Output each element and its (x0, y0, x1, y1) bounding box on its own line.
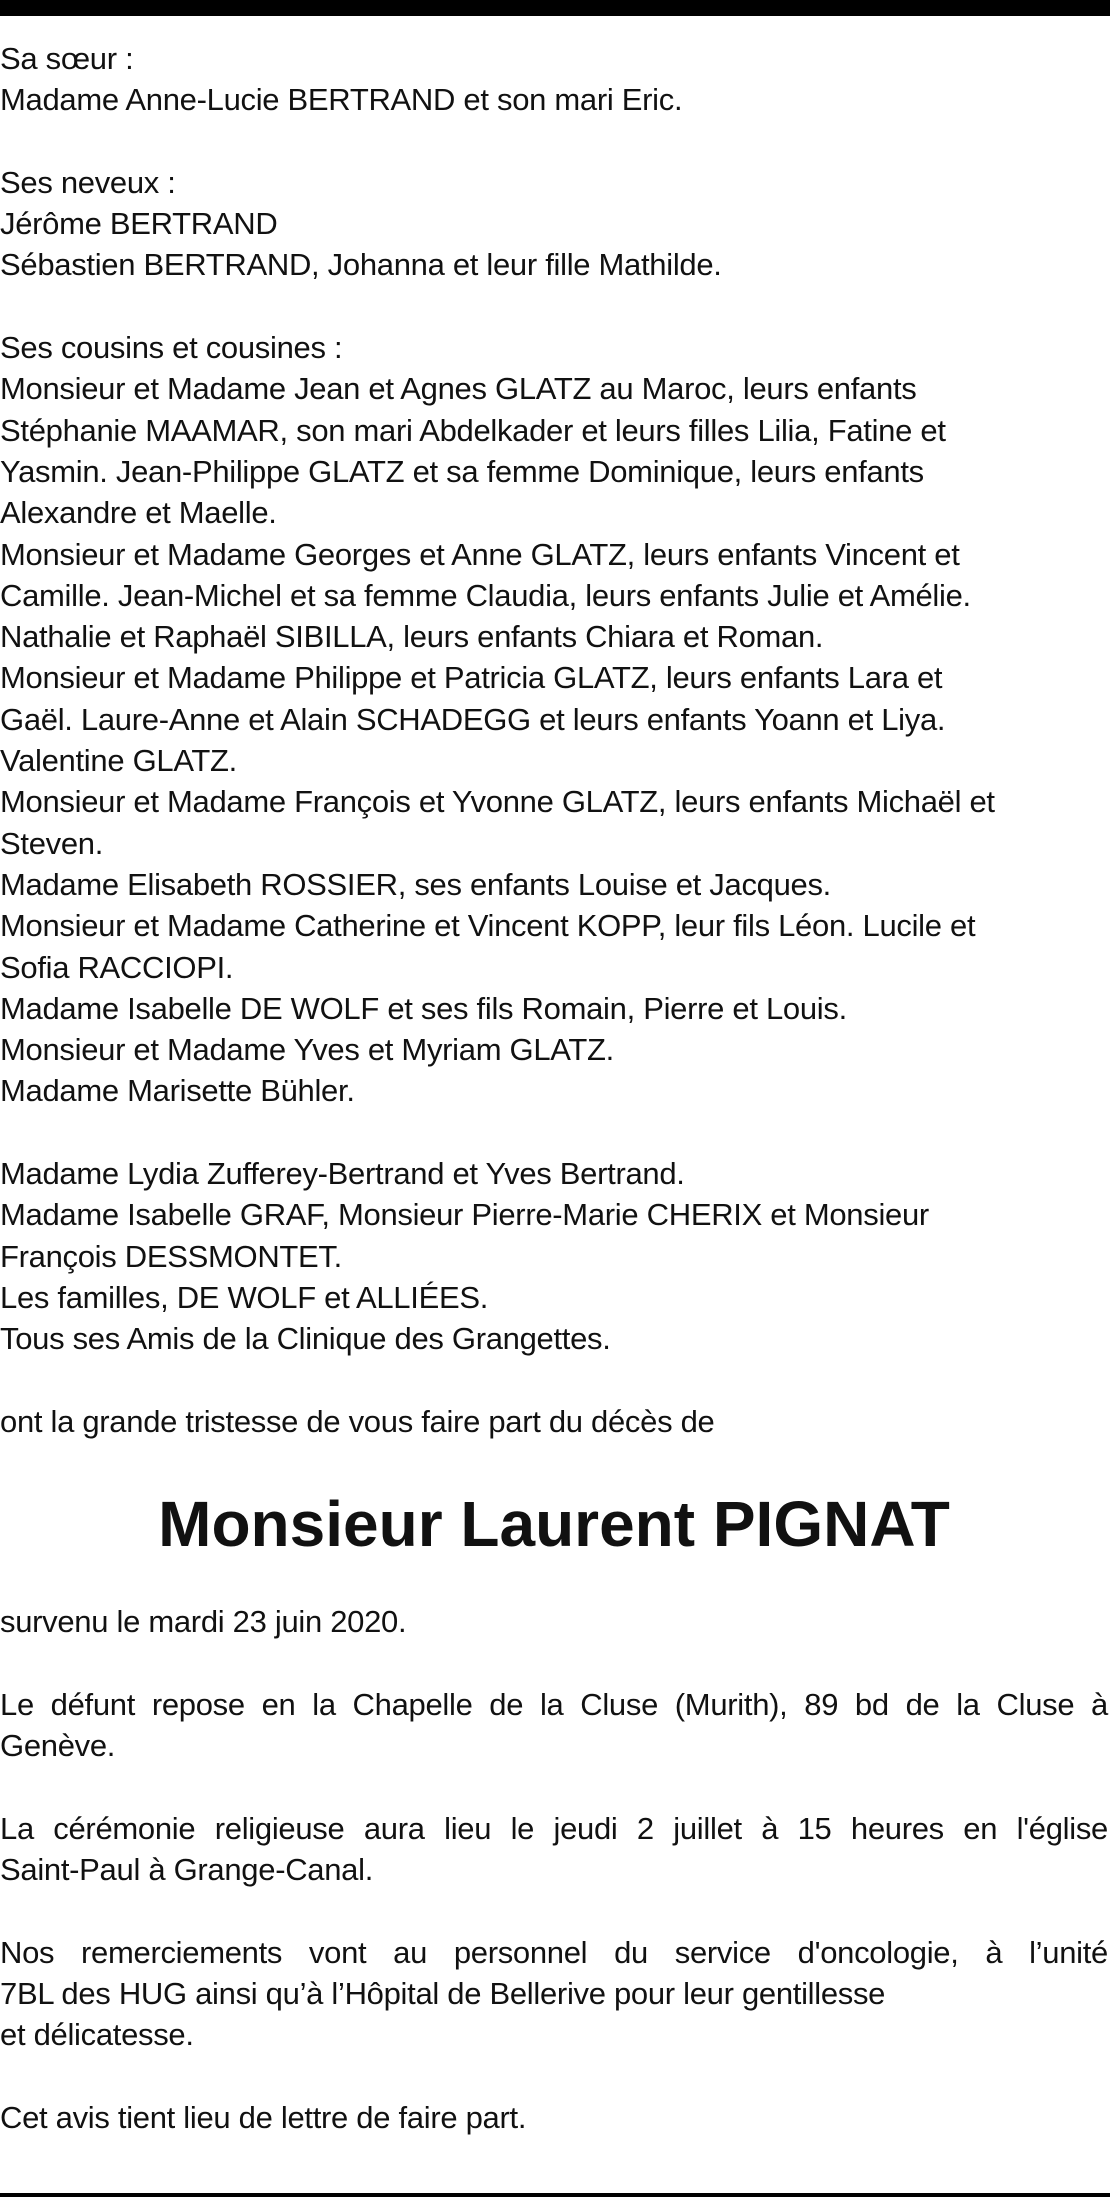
thanks-section (0, 1932, 1108, 2056)
others-section (0, 1153, 1108, 1359)
text-line: Monsieur et Madame François et Yvonne GLATZ, leurs enfants Michaël et (0, 784, 995, 820)
text-line: Nos remerciements vont au personnel du service d'oncologie, à l’unité (0, 1934, 1108, 1970)
text-line: Stéphanie MAAMAR, son mari Abdelkader et leurs filles Lilia, Fatine et (0, 412, 946, 448)
text-line: Madame Isabelle GRAF, Monsieur Pierre-Marie CHERIX et Monsieur (0, 1197, 929, 1233)
bottom-rule (0, 2193, 1110, 2197)
ceremony-section (0, 1808, 1108, 1891)
closing-line: Cet avis tient lieu de lettre de faire part. (0, 2099, 527, 2135)
text-line: Madame Lydia Zufferey-Bertrand et Yves Bertrand. (0, 1156, 685, 1192)
text-line: Madame Isabelle DE WOLF et ses fils Romain, Pierre et Louis. (0, 990, 847, 1026)
cousins-section (0, 327, 1108, 1112)
rest-section (0, 1684, 1108, 1767)
text-line: Jérôme BERTRAND (0, 206, 278, 242)
text-line: Les familles, DE WOLF et ALLIÉES. (0, 1279, 489, 1315)
sister-section (0, 38, 1108, 121)
announcement-line: ont la grande tristesse de vous faire part du décès de (0, 1403, 715, 1439)
section-heading: Ses cousins et cousines : (0, 330, 343, 366)
text-line: Steven. (0, 825, 104, 861)
text-line: Monsieur et Madame Catherine et Vincent KOPP, leur fils Léon. Lucile et (0, 908, 976, 944)
section-heading: Ses neveux : (0, 164, 176, 200)
date-line: survenu le mardi 23 juin 2020. (0, 1604, 407, 1640)
text-line: Genève. (0, 1728, 116, 1764)
text-line: 7BL des HUG ainsi qu’à l’Hôpital de Bellerive pour leur gentillesse (0, 1976, 886, 2012)
text-line: Monsieur et Madame Philippe et Patricia GLATZ, leurs enfants Lara et (0, 660, 943, 696)
text-line: Saint-Paul à Grange-Canal. (0, 1852, 374, 1888)
text-line: Sébastien BERTRAND, Johanna et leur fille Mathilde. (0, 247, 722, 283)
text-line: Yasmin. Jean-Philippe GLATZ et sa femme Dominique, leurs enfants (0, 453, 924, 489)
text-line: Monsieur et Madame Jean et Agnes GLATZ au Maroc, leurs enfants (0, 371, 917, 407)
text-line: Gaël. Laure-Anne et Alain SCHADEGG et leurs enfants Yoann et Liya. (0, 701, 946, 737)
text-line: Madame Elisabeth ROSSIER, ses enfants Louise et Jacques. (0, 866, 831, 902)
text-line: Camille. Jean-Michel et sa femme Claudia, leurs enfants Julie et Amélie. (0, 577, 971, 613)
text-line: Valentine GLATZ. (0, 743, 237, 779)
top-rule (0, 0, 1110, 16)
text-line: La cérémonie religieuse aura lieu le jeudi 2 juillet à 15 heures en l'église (0, 1810, 1108, 1846)
text-line: Madame Anne-Lucie BERTRAND et son mari Eric. (0, 82, 683, 118)
text-line: et délicatesse. (0, 2017, 194, 2053)
text-line: Monsieur et Madame Georges et Anne GLATZ, leurs enfants Vincent et (0, 536, 960, 572)
text-line: François DESSMONTET. (0, 1238, 342, 1274)
text-line: Nathalie et Raphaël SIBILLA, leurs enfants Chiara et Roman. (0, 619, 824, 655)
nephews-section (0, 162, 1108, 286)
obituary-notice (0, 38, 1108, 2180)
text-line: Tous ses Amis de la Clinique des Grangettes. (0, 1321, 611, 1357)
text-line: Le défunt repose en la Chapelle de la Cluse (Murith), 89 bd de la Cluse à (0, 1686, 1108, 1722)
text-line: Alexandre et Maelle. (0, 495, 277, 531)
deceased-name: Monsieur Laurent PIGNAT (158, 1488, 950, 1561)
text-line: Madame Marisette Bühler. (0, 1073, 355, 1109)
text-line: Sofia RACCIOPI. (0, 949, 234, 985)
text-line: Monsieur et Madame Yves et Myriam GLATZ. (0, 1032, 614, 1068)
section-heading: Sa sœur : (0, 41, 134, 76)
